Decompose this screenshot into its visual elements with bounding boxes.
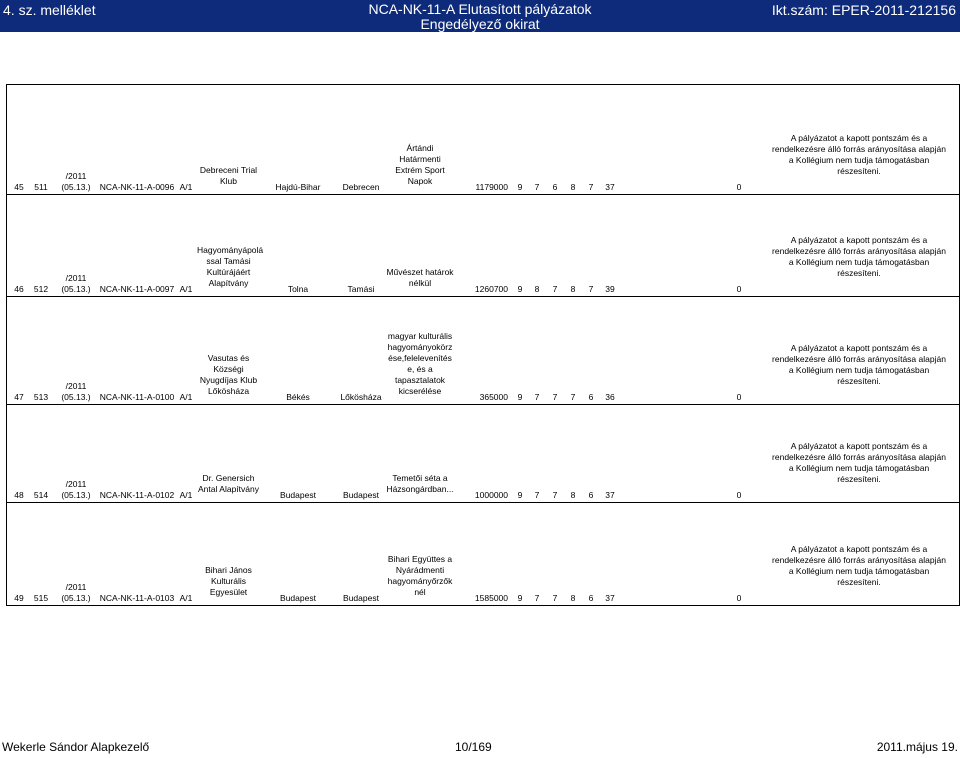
- granted-amount: 0: [736, 284, 742, 294]
- city: Budapest: [343, 593, 379, 603]
- score-5: 7: [588, 182, 594, 192]
- decision-text-line: rendelkezésre álló forrás arányosítása alapján: [772, 555, 946, 565]
- application-code: NCA-NK-11-A-0096: [99, 182, 175, 192]
- decision-text-line: rendelkezésre álló forrás arányosítása alapján: [772, 246, 946, 256]
- decision-text-line: A pályázatot a kapott pontszám és a: [790, 544, 928, 554]
- document-title-line1: NCA-NK-11-A Elutasított pályázatok: [368, 1, 592, 17]
- applicant-name-line: Bihari János: [205, 565, 252, 575]
- score-3: 7: [552, 490, 558, 500]
- requested-amount: 1000000: [474, 490, 508, 500]
- project-title-line: Házsongárdban...: [386, 484, 454, 494]
- appendix-label: 4. sz. melléklet: [3, 2, 96, 18]
- score-2: 8: [534, 284, 540, 294]
- application-code: NCA-NK-11-A-0097: [99, 284, 175, 294]
- submission-date-day: (05.13.): [61, 182, 91, 192]
- score-5: 7: [588, 284, 594, 294]
- category: A/1: [179, 593, 193, 603]
- applicant-name-line: Alapítvány: [208, 278, 249, 288]
- document-title-line2: Engedélyező okirat: [420, 16, 540, 32]
- application-id: 513: [33, 392, 49, 402]
- decision-text-line: részesíteni.: [837, 474, 881, 484]
- decision-text-line: A pályázatot a kapott pontszám és a: [790, 343, 928, 353]
- project-title-line: Ártándi: [406, 143, 434, 153]
- project-title-line: e, és a: [407, 364, 433, 374]
- applicant-name-line: Antal Alapítvány: [198, 484, 259, 494]
- county: Budapest: [280, 593, 316, 603]
- category: A/1: [179, 284, 193, 294]
- county: Békés: [286, 392, 310, 402]
- project-title-line: Temetői séta a: [392, 473, 448, 483]
- county: Tolna: [287, 284, 309, 294]
- applicant-name-line: Hagyományápolá: [197, 245, 264, 255]
- decision-text-line: rendelkezésre álló forrás arányosítása alapján: [772, 144, 946, 154]
- application-id: 511: [34, 182, 48, 192]
- county: Budapest: [280, 490, 316, 500]
- decision-text-line: részesíteni.: [837, 268, 881, 278]
- applicant-name-line: Klub: [219, 176, 237, 186]
- applicant-name-line: Kulturális: [211, 576, 246, 586]
- granted-amount: 0: [736, 182, 742, 192]
- row-number: 46: [14, 284, 24, 294]
- application-code: NCA-NK-11-A-0100: [99, 392, 175, 402]
- score-4: 8: [570, 284, 576, 294]
- project-title-line: Extrém Sport: [395, 165, 445, 175]
- decision-text-line: A pályázatot a kapott pontszám és a: [790, 133, 928, 143]
- granted-amount: 0: [736, 490, 742, 500]
- score-3: 7: [552, 593, 558, 603]
- decision-text-line: részesíteni.: [837, 166, 881, 176]
- submission-date-day: (05.13.): [61, 284, 91, 294]
- applicant-name-line: Lőkösháza: [207, 386, 250, 396]
- page-header: [0, 0, 960, 32]
- project-title-line: Határmenti: [399, 154, 441, 164]
- table-row: [7, 195, 959, 297]
- total-score: 39: [605, 284, 615, 294]
- project-title-line: Bihari Együttes a: [387, 554, 453, 564]
- project-title-line: ése,felelevenítés: [388, 353, 452, 363]
- decision-text-line: részesíteni.: [837, 577, 881, 587]
- score-1: 9: [517, 182, 523, 192]
- submission-date-year: /2011: [65, 582, 87, 592]
- applicant-name-line: Vasutas és: [207, 353, 250, 363]
- decision-text-line: a Kollégium nem tudja támogatásban: [788, 365, 930, 375]
- document-title: [330, 2, 630, 32]
- applicant-name-line: Debreceni Trial: [199, 165, 258, 175]
- decision-text-line: rendelkezésre álló forrás arányosítása alapján: [772, 452, 946, 462]
- row-number: 48: [14, 490, 24, 500]
- decision-text-line: A pályázatot a kapott pontszám és a: [790, 441, 928, 451]
- category: A/1: [179, 490, 193, 500]
- decision-text-line: a Kollégium nem tudja támogatásban: [788, 566, 930, 576]
- project-title-line: magyar kulturális: [387, 331, 453, 341]
- score-2: 7: [534, 490, 540, 500]
- score-2: 7: [534, 593, 540, 603]
- score-1: 9: [517, 490, 523, 500]
- application-id: 515: [33, 593, 49, 603]
- total-score: 37: [605, 490, 615, 500]
- applicant-name-line: Egyesület: [209, 587, 248, 597]
- project-title-line: Művészet határok: [386, 267, 454, 277]
- submission-date-year: /2011: [65, 273, 87, 283]
- application-code: NCA-NK-11-A-0103: [99, 593, 175, 603]
- total-score: 37: [605, 593, 615, 603]
- submission-date-year: /2011: [65, 479, 87, 489]
- score-4: 8: [570, 182, 576, 192]
- submission-date-day: (05.13.): [61, 392, 91, 402]
- project-title-line: nél: [414, 587, 426, 597]
- score-4: 8: [570, 593, 576, 603]
- score-4: 8: [570, 490, 576, 500]
- requested-amount: 1179000: [475, 182, 508, 192]
- score-5: 6: [588, 490, 594, 500]
- page-footer: [0, 740, 960, 758]
- project-title-line: nélkül: [408, 278, 432, 288]
- applicant-name-line: Nyugdíjas Klub: [199, 375, 258, 385]
- submission-date-year: /2011: [65, 381, 87, 391]
- requested-amount: 1260700: [474, 284, 508, 294]
- project-title-line: hagyományőrzők: [387, 576, 453, 586]
- score-3: 6: [552, 182, 558, 192]
- city: Debrecen: [342, 182, 380, 192]
- application-code: NCA-NK-11-A-0102: [99, 490, 175, 500]
- score-2: 7: [534, 182, 540, 192]
- table-row: [7, 503, 959, 606]
- submission-date-day: (05.13.): [61, 490, 91, 500]
- category: A/1: [179, 182, 193, 192]
- document-date: 2011.május 19.: [876, 740, 958, 754]
- requested-amount: 365000: [479, 392, 508, 402]
- total-score: 37: [605, 182, 615, 192]
- score-1: 9: [517, 593, 523, 603]
- project-title-line: tapasztalatok: [394, 375, 446, 385]
- city: Tamási: [347, 284, 375, 294]
- total-score: 36: [605, 392, 615, 402]
- decision-text-line: a Kollégium nem tudja támogatásban: [788, 463, 930, 473]
- city: Budapest: [343, 490, 379, 500]
- score-1: 9: [517, 392, 523, 402]
- granted-amount: 0: [736, 593, 742, 603]
- page-number: 10/169: [455, 740, 492, 754]
- county: Hajdú-Bihar: [275, 182, 321, 192]
- submission-date-day: (05.13.): [61, 593, 91, 603]
- requested-amount: 1585000: [474, 593, 508, 603]
- table-row: [7, 405, 959, 503]
- project-title-line: Napok: [407, 176, 433, 186]
- application-id: 514: [33, 490, 49, 500]
- row-number: 49: [14, 593, 24, 603]
- organization-name: Wekerle Sándor Alapkezelő: [2, 740, 150, 754]
- score-5: 6: [588, 593, 594, 603]
- project-title-line: hagyományokörz: [387, 342, 453, 352]
- decision-text-line: részesíteni.: [837, 376, 881, 386]
- category: A/1: [179, 392, 193, 402]
- decision-text-line: A pályázatot a kapott pontszám és a: [790, 235, 928, 245]
- applicant-name-line: Községi: [213, 364, 244, 374]
- city: Lőkösháza: [340, 392, 382, 402]
- decision-text-line: a Kollégium nem tudja támogatásban: [788, 257, 930, 267]
- row-number: 45: [14, 182, 24, 192]
- score-5: 6: [588, 392, 594, 402]
- applicant-name-line: ssal Tamási: [206, 256, 251, 266]
- applicant-name-line: Dr. Genersich: [202, 473, 255, 483]
- rejected-applications-table: [6, 84, 960, 606]
- submission-date-year: /2011: [65, 171, 87, 181]
- score-2: 7: [534, 392, 540, 402]
- registry-number: Ikt.szám: EPER-2011-212156: [771, 2, 956, 18]
- row-number: 47: [14, 392, 24, 402]
- table-row: [7, 85, 959, 195]
- project-title-line: kicserélése: [398, 386, 442, 396]
- decision-text-line: rendelkezésre álló forrás arányosítása alapján: [772, 354, 946, 364]
- granted-amount: 0: [736, 392, 742, 402]
- application-id: 512: [33, 284, 49, 294]
- score-3: 7: [552, 392, 558, 402]
- decision-text-line: a Kollégium nem tudja támogatásban: [788, 155, 930, 165]
- applicant-name-line: Kultúrájáért: [206, 267, 251, 277]
- score-1: 9: [517, 284, 523, 294]
- project-title-line: Nyárádmenti: [395, 565, 445, 575]
- score-3: 7: [552, 284, 558, 294]
- score-4: 7: [570, 392, 576, 402]
- table-row: [7, 297, 959, 405]
